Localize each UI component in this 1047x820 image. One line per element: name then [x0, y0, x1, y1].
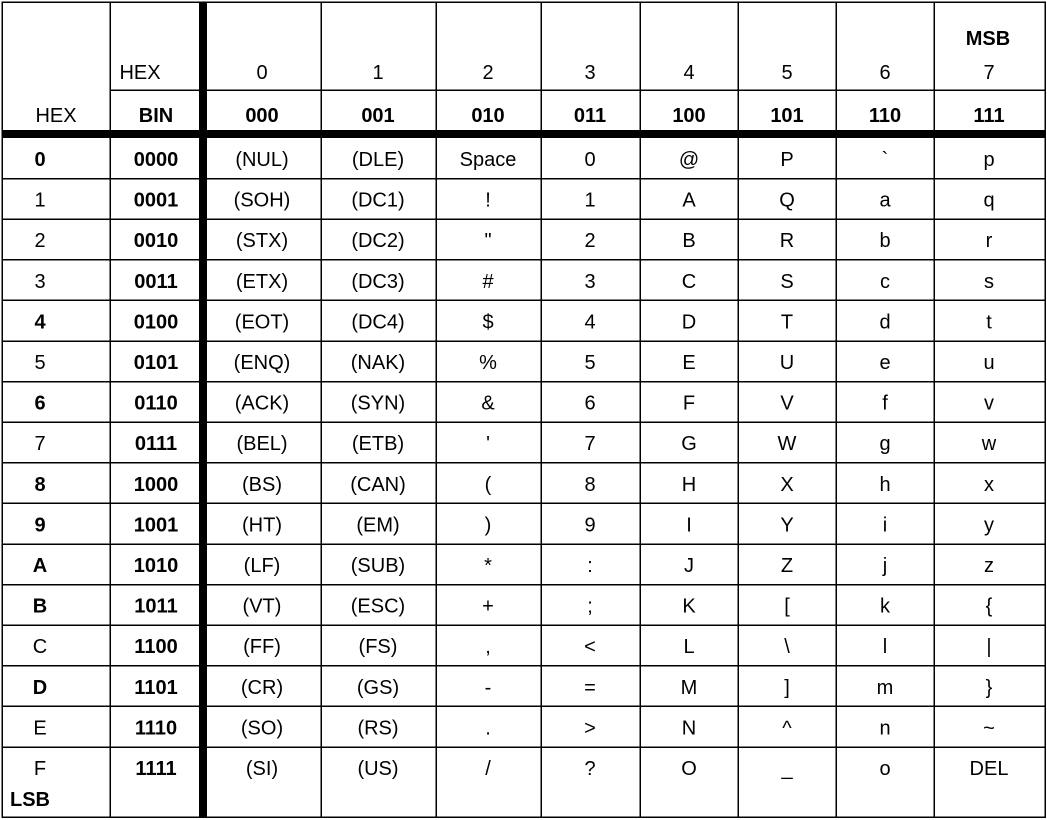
ascii-cell: X	[780, 473, 794, 496]
ascii-cell: C	[681, 270, 697, 293]
ascii-cell: (ETB)	[351, 433, 405, 456]
lsb-bin-0101: 0101	[133, 352, 179, 374]
ascii-cell: (DC1)	[351, 189, 405, 212]
row-dividers	[2, 179, 1045, 747]
lsb-hex-B: B	[32, 595, 48, 618]
ascii-cell: n	[879, 717, 891, 740]
ascii-cell: z	[984, 555, 994, 577]
ascii-cell: (BS)	[242, 473, 282, 496]
table-body	[33, 149, 1009, 780]
ascii-cell: (STX)	[235, 230, 289, 253]
msb-bin-110: 110	[868, 105, 902, 127]
msb-hex-5: 5	[781, 62, 793, 84]
lsb-hex-A: A	[32, 555, 48, 577]
ascii-cell: t	[986, 311, 992, 334]
lsb-hex-8: 8	[34, 473, 46, 496]
msb-hex-4: 4	[683, 62, 695, 84]
ascii-cell: i	[882, 514, 888, 537]
ascii-cell: Z	[780, 555, 794, 577]
ascii-cell: 4	[584, 311, 596, 334]
lsb-bin-0111: 0111	[134, 433, 178, 456]
lsb-bin-0110: 0110	[134, 392, 178, 415]
ascii-cell: T	[780, 311, 794, 334]
table-row	[34, 393, 994, 415]
ascii-cell: (BEL)	[236, 433, 288, 456]
lsb-label: LSB	[10, 789, 50, 811]
ascii-cell: s	[984, 270, 994, 293]
ascii-cell: )	[484, 514, 492, 537]
ascii-cell: ;	[587, 595, 593, 618]
ascii-cell: :	[587, 555, 593, 577]
ascii-cell: k	[880, 595, 890, 618]
ascii-cell: ]	[784, 676, 790, 699]
lsb-hex-F: F	[33, 758, 47, 780]
ascii-cell: Q	[779, 189, 795, 212]
ascii-cell: e	[879, 352, 891, 374]
lsb-hex-2: 2	[34, 230, 46, 253]
table-row	[33, 596, 993, 618]
ascii-cell: (ACK)	[234, 392, 290, 415]
ascii-cell: #	[482, 270, 494, 293]
lsb-bin-0000: 0000	[133, 149, 179, 171]
ascii-cell: (CAN)	[350, 473, 406, 496]
hex-column-label: HEX	[119, 62, 161, 84]
ascii-cell: %	[479, 352, 497, 374]
ascii-cell: (DC3)	[351, 270, 405, 293]
ascii-cell: A	[682, 189, 696, 212]
ascii-cell: R	[779, 230, 795, 253]
ascii-cell: _	[781, 758, 793, 780]
ascii-cell: @	[678, 149, 700, 171]
msb-bin-111: 111	[973, 105, 1005, 127]
table-row	[34, 311, 992, 333]
msb-hex-7: 7	[983, 62, 995, 84]
lsb-hex-5: 5	[34, 352, 46, 374]
msb-bin-100: 100	[672, 105, 706, 127]
ascii-cell: (NAK)	[350, 352, 406, 374]
ascii-cell: w	[981, 433, 997, 456]
lsb-bin-1010: 1010	[133, 555, 179, 577]
ascii-cell: o	[879, 758, 891, 780]
ascii-cell: 8	[584, 473, 596, 496]
ascii-cell: (RS)	[357, 717, 399, 740]
ascii-cell: 5	[584, 352, 596, 374]
ascii-cell: (NUL)	[235, 149, 289, 171]
ascii-cell: (DC4)	[351, 311, 405, 334]
ascii-cell: h	[879, 473, 891, 496]
lsb-hex-1: 1	[34, 189, 46, 212]
ascii-cell: (EOT)	[234, 311, 290, 334]
ascii-cell: P	[780, 149, 794, 171]
ascii-cell: p	[983, 149, 995, 171]
ascii-cell: '	[486, 433, 490, 456]
table-row	[34, 190, 994, 212]
ascii-cell: (FS)	[358, 636, 398, 659]
ascii-cell: m	[876, 676, 894, 699]
ascii-cell: Space	[459, 149, 517, 171]
msb-hex-headers	[256, 62, 994, 84]
table-row	[34, 149, 994, 171]
msb-label: MSB	[965, 28, 1011, 50]
msb-bin-010: 010	[471, 105, 505, 127]
ascii-cell: B	[682, 230, 696, 253]
ascii-cell: O	[681, 758, 697, 780]
table-row	[34, 758, 1009, 780]
lsb-hex-D: D	[32, 676, 48, 699]
ascii-cell: 0	[584, 149, 596, 171]
lsb-bin-1101: 1101	[134, 676, 178, 699]
bin-label: BIN	[138, 105, 174, 127]
msb-hex-3: 3	[584, 62, 596, 84]
ascii-cell: y	[984, 514, 994, 537]
ascii-cell: W	[777, 433, 797, 456]
ascii-cell: (SYN)	[350, 392, 406, 415]
ascii-cell: ^	[782, 717, 792, 740]
ascii-cell: I	[686, 514, 692, 537]
ascii-cell: 9	[584, 514, 596, 537]
ascii-cell: M	[680, 676, 698, 699]
lsb-bin-1000: 1000	[133, 473, 179, 496]
ascii-cell: $	[482, 311, 494, 334]
ascii-cell: 7	[584, 433, 596, 456]
ascii-cell: b	[879, 230, 891, 253]
ascii-cell: +	[482, 595, 494, 618]
ascii-cell: (SUB)	[350, 555, 406, 577]
ascii-cell: ,	[485, 636, 491, 659]
ascii-cell: D	[681, 311, 697, 334]
table-row	[34, 514, 994, 536]
lsb-hex-0: 0	[34, 149, 46, 171]
table-row	[34, 474, 994, 496]
ascii-cell: (CR)	[240, 676, 284, 699]
ascii-cell: J	[684, 555, 694, 577]
ascii-cell: `	[881, 149, 889, 171]
ascii-cell: ~	[983, 717, 995, 740]
lsb-bin-1100: 1100	[134, 636, 178, 659]
ascii-cell: (ENQ)	[233, 352, 291, 374]
ascii-cell: (GS)	[356, 676, 400, 699]
ascii-cell: d	[879, 311, 891, 334]
ascii-cell: a	[879, 189, 891, 212]
ascii-cell: (SI)	[245, 758, 279, 780]
ascii-cell: S	[780, 270, 794, 293]
hex-row-label: HEX	[35, 105, 77, 127]
ascii-cell: Y	[780, 514, 794, 537]
msb-hex-6: 6	[879, 62, 891, 84]
ascii-cell: ?	[584, 758, 596, 780]
ascii-cell: (	[484, 473, 492, 496]
ascii-cell: V	[780, 392, 794, 415]
ascii-cell: 6	[584, 392, 596, 415]
ascii-cell: (FF)	[243, 636, 281, 659]
ascii-cell: c	[880, 270, 890, 293]
ascii-cell: (DLE)	[351, 149, 405, 171]
ascii-cell: (LF)	[243, 555, 281, 577]
ascii-cell: 2	[584, 230, 596, 253]
table-row	[33, 555, 994, 577]
table-row	[34, 271, 994, 293]
table-row	[34, 433, 996, 455]
ascii-cell: }	[985, 676, 993, 699]
ascii-cell: 3	[584, 270, 596, 293]
ascii-cell: r	[985, 230, 993, 253]
ascii-cell: q	[983, 189, 995, 212]
ascii-cell: !	[485, 189, 491, 212]
ascii-cell: .	[485, 717, 491, 740]
ascii-cell: (US)	[357, 758, 399, 780]
msb-bin-headers	[245, 105, 1004, 127]
ascii-cell: K	[682, 595, 696, 618]
ascii-cell: -	[484, 676, 492, 699]
ascii-cell: (HT)	[242, 514, 282, 537]
ascii-cell: 1	[584, 189, 596, 212]
msb-bin-001: 001	[361, 105, 395, 127]
table-row	[34, 352, 994, 374]
ascii-cell: "	[484, 230, 492, 253]
ascii-cell: (ESC)	[350, 595, 406, 618]
table-row	[33, 677, 993, 699]
lsb-hex-4: 4	[34, 311, 46, 334]
lsb-bin-1111: 1111	[135, 758, 177, 780]
ascii-cell: g	[879, 433, 891, 456]
ascii-cell: v	[984, 392, 994, 415]
lsb-hex-E: E	[33, 717, 47, 740]
ascii-cell: *	[484, 555, 492, 577]
ascii-cell: (DC2)	[351, 230, 405, 253]
ascii-cell: N	[681, 717, 697, 740]
ascii-cell: f	[882, 392, 888, 415]
ascii-cell: u	[983, 352, 995, 374]
ascii-cell: (ETX)	[235, 270, 289, 293]
ascii-cell: G	[681, 433, 697, 456]
lsb-bin-1110: 1110	[134, 717, 178, 740]
ascii-cell: [	[784, 595, 790, 618]
ascii-cell: l	[882, 636, 888, 659]
lsb-bin-0001: 0001	[133, 189, 179, 212]
table-row	[33, 717, 995, 739]
table-row	[33, 636, 992, 658]
ascii-cell: E	[682, 352, 696, 374]
ascii-cell: {	[985, 595, 993, 618]
ascii-cell: DEL	[969, 758, 1009, 780]
lsb-bin-1001: 1001	[133, 514, 179, 537]
msb-bin-011: 011	[573, 105, 607, 127]
lsb-hex-9: 9	[34, 514, 46, 537]
ascii-cell: =	[584, 676, 596, 699]
ascii-cell: >	[584, 717, 596, 740]
lsb-hex-C: C	[32, 636, 48, 659]
msb-bin-101: 101	[770, 105, 804, 127]
lsb-hex-7: 7	[34, 433, 46, 456]
lsb-bin-0010: 0010	[133, 230, 179, 253]
ascii-cell: L	[683, 636, 695, 659]
ascii-cell: &	[481, 392, 495, 415]
lsb-bin-0011: 0011	[134, 270, 178, 293]
msb-hex-2: 2	[482, 62, 494, 84]
ascii-cell: (VT)	[242, 595, 282, 618]
ascii-cell: j	[882, 555, 888, 577]
ascii-cell: (EM)	[356, 514, 400, 537]
ascii-cell: H	[681, 473, 697, 496]
table-row	[34, 230, 992, 252]
msb-hex-0: 0	[256, 62, 268, 84]
lsb-bin-1011: 1011	[134, 595, 178, 618]
ascii-cell: /	[485, 758, 491, 780]
ascii-cell: |	[986, 636, 992, 659]
msb-hex-1: 1	[372, 62, 384, 84]
lsb-bin-0100: 0100	[133, 311, 179, 334]
ascii-cell: \	[784, 636, 790, 659]
lsb-hex-3: 3	[34, 270, 46, 293]
ascii-cell: (SOH)	[233, 189, 291, 212]
msb-bin-000: 000	[245, 105, 279, 127]
ascii-cell: x	[984, 473, 994, 496]
lsb-hex-6: 6	[34, 392, 46, 415]
ascii-cell: U	[779, 352, 795, 374]
ascii-cell: (SO)	[240, 717, 284, 740]
ascii-cell: <	[584, 636, 596, 659]
ascii-cell: F	[682, 392, 696, 415]
